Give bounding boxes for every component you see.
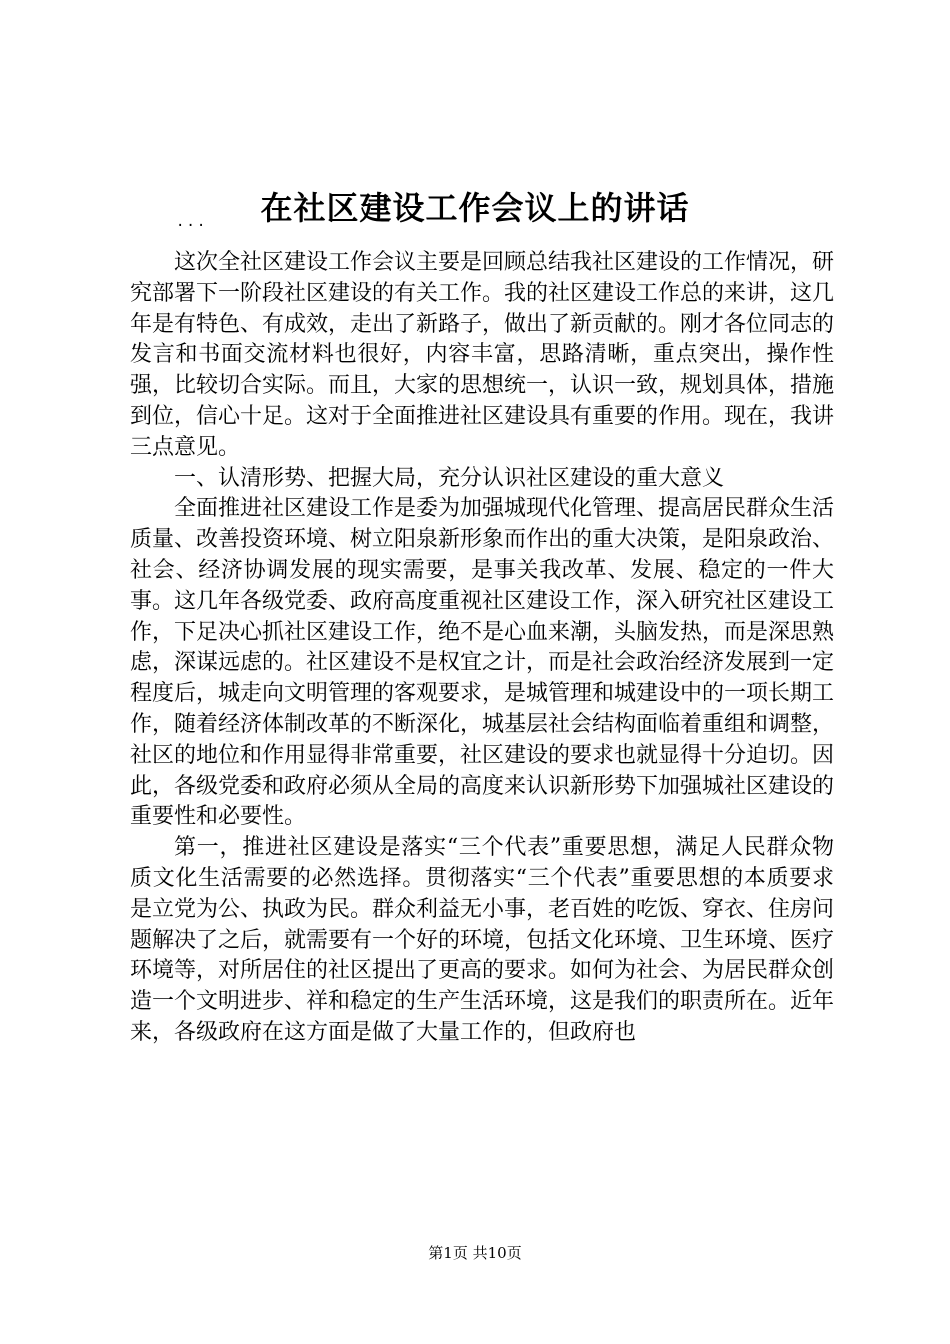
paragraph: 这次全社区建设工作会议主要是回顾总结我社区建设的工作情况，研究部署下一阶段社区建设的有关工作。我的社区建设工作总的来讲，这几年是有特色、有成效，走出了新路子，做出了新贡献的。刚才各位同志的发言和书面交流材料也很好，内容丰富，思路清晰，重点突出，操作性强，比较切合实际。而且，大家的思想统一，认识一致，规划具体，措施到位，信心十足。这对于全面推进社区建设具有重要的作用。现在，我讲三点意见。	[130, 250, 835, 460]
paragraph: 第一，推进社区建设是落实“三个代表”重要思想，满足人民群众物质文化生活需要的必然选择。贯彻落实“三个代表”重要思想的本质要求是立党为公、执政为民。群众利益无小事，老百姓的吃饭、穿衣、住房问题解决了之后，就需要有一个好的环境，包括文化环境、卫生环境、医疗环境等，对所居住的社区提出了更高的要求。如何为社会、为居民群众创造一个文明进步、祥和稳定的生产生活环境，这是我们的职责所在。近年来，各级政府在这方面是做了大量工作的，但政府也	[130, 835, 835, 1045]
document-body	[130, 248, 834, 1049]
section-heading: 一、认清形势、把握大局，充分认识社区建设的重大意义	[174, 465, 725, 491]
page-footer: 第1页 共10页	[428, 1244, 522, 1262]
ellipsis-marker: ...	[176, 214, 208, 230]
paragraph: 全面推进社区建设工作是委为加强城现代化管理、提高居民群众生活质量、改善投资环境、树立阳泉新形象而作出的重大决策，是阳泉政治、社会、经济协调发展的现实需要，是事关我改革、发展、稳定的一件大事。这几年各级党委、政府高度重视社区建设工作，深入研究社区建设工作，下足决心抓社区建设工作，绝不是心血来潮，头脑发热，而是深思熟虑，深谋远虑的。社区建设不是权宜之计，而是社会政治经济发展到一定程度后，城走向文明管理的客观要求，是城管理和城建设中的一项长期工作，随着经济体制改革的不断深化，城基层社会结构面临着重组和调整，社区的地位和作用显得非常重要，社区建设的要求也就显得十分迫切。因此，各级党委和政府必须从全局的高度来认识新形势下加强城社区建设的重要性和必要性。	[130, 496, 835, 830]
document-title: 在社区建设工作会议上的讲话	[260, 189, 690, 227]
